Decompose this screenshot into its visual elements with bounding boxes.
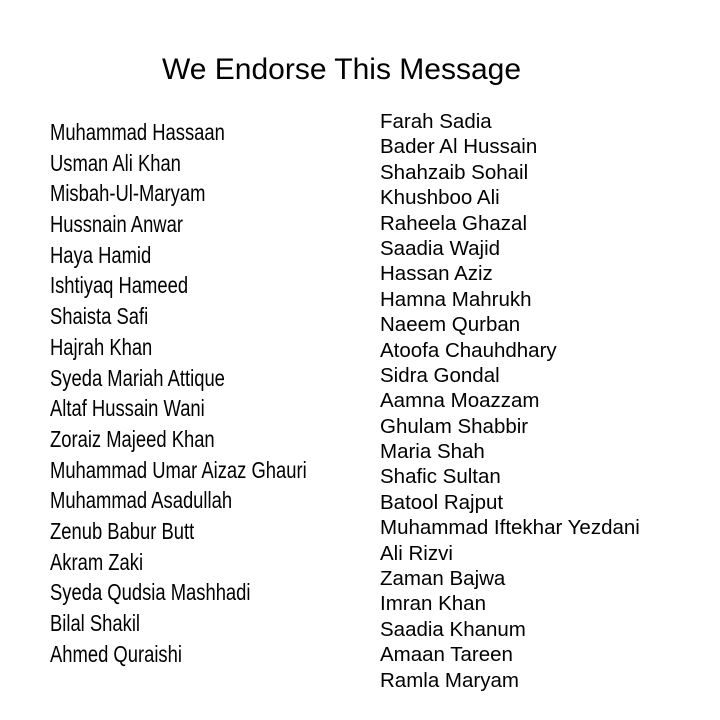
list-item: Haya Hamid [50, 241, 152, 268]
list-item: Usman Ali Khan [50, 149, 181, 176]
list-item: Muhammad Iftekhar Yezdani [380, 516, 640, 540]
list-item: Hajrah Khan [50, 333, 153, 360]
list-item: Muhammad Hassaan [50, 119, 225, 145]
list-item: Ali Rizvi [380, 541, 453, 565]
list-item: Bilal Shakil [50, 610, 140, 636]
list-item: Shaista Safi [50, 303, 149, 330]
list-item: Ishtiyaq Hameed [50, 272, 189, 299]
list-item: Shahzaib Sohail [380, 160, 529, 184]
list-item: Akram Zaki [50, 548, 144, 575]
list-item: Ramla Maryam [380, 668, 519, 692]
list-item: Farah Sadia [380, 110, 492, 133]
page-title: We Endorse This Message [161, 53, 522, 86]
list-item: Raheela Ghazal [380, 211, 528, 235]
list-item: Maria Shah [380, 440, 485, 464]
list-item: Khushboo Ali [380, 186, 500, 210]
list-item: Bader Al Hussain [380, 135, 538, 159]
list-item: Muhammad Asadullah [50, 487, 233, 514]
list-item: Syeda Qudsia Mashhadi [50, 579, 251, 606]
list-item: Zoraiz Majeed Khan [50, 425, 215, 452]
right-name-list [380, 109, 640, 693]
list-item: Batool Rajput [380, 490, 504, 514]
list-item: Syeda Mariah Attique [50, 364, 225, 391]
list-item: Sidra Gondal [380, 363, 500, 387]
list-item: Imran Khan [380, 592, 486, 616]
list-item: Naeem Qurban [380, 313, 521, 337]
list-item: Shafic Sultan [380, 465, 501, 489]
list-item: Hassan Aziz [380, 262, 493, 286]
list-item: Hamna Mahrukh [380, 287, 532, 311]
list-item: Ghulam Shabbir [380, 414, 529, 438]
left-name-list [50, 117, 371, 669]
list-item: Ahmed Quraishi [50, 640, 182, 667]
list-item: Amaan Tareen [380, 643, 513, 667]
list-item: Zaman Bajwa [380, 567, 506, 591]
list-item: Atoofa Chauhdhary [380, 338, 557, 362]
list-item: Misbah-Ul-Maryam [50, 180, 206, 207]
list-item: Zenub Babur Butt [50, 517, 195, 544]
list-item: Saadia Wajid [380, 236, 501, 260]
list-item: Hussnain Anwar [50, 211, 183, 238]
list-item: Aamna Moazzam [380, 389, 540, 413]
list-item: Altaf Hussain Wani [50, 395, 205, 422]
list-item: Saadia Khanum [380, 617, 526, 641]
list-item: Muhammad Umar Aizaz Ghauri [50, 456, 307, 483]
